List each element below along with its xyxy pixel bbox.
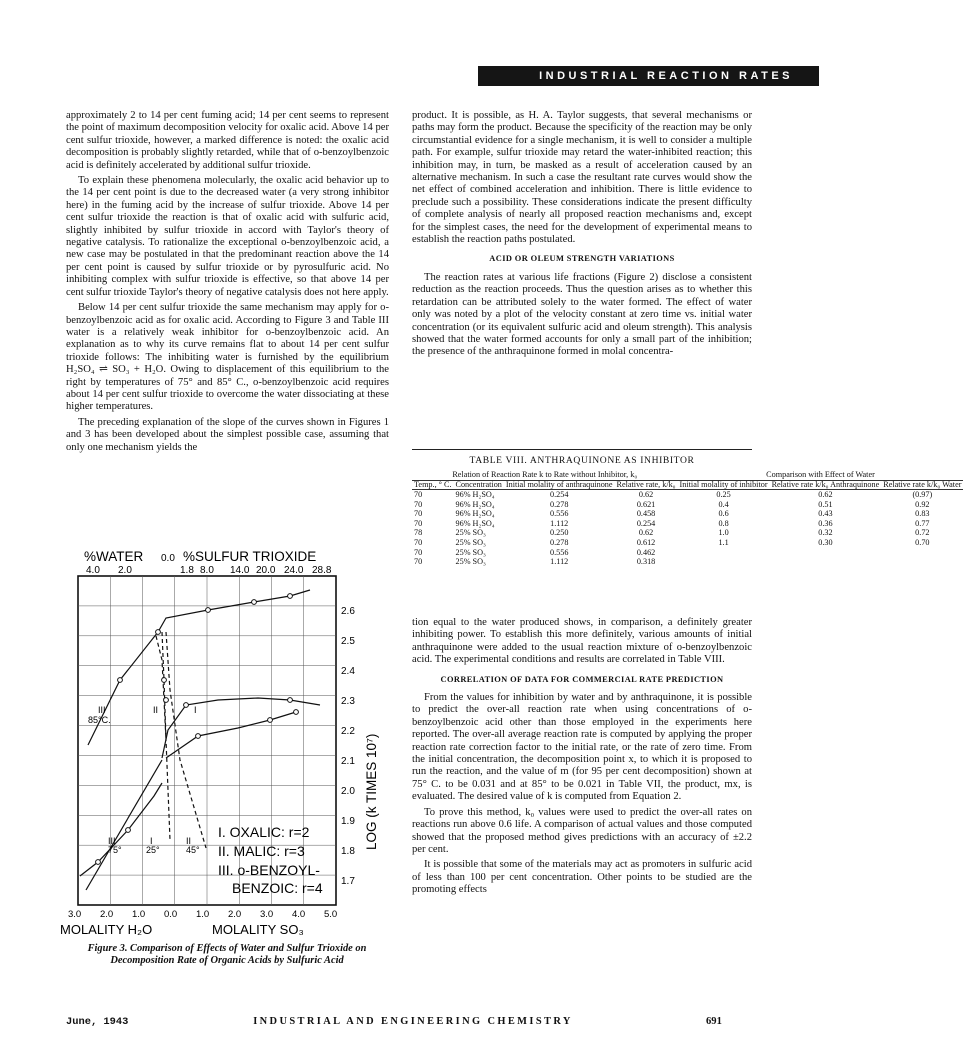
legend-item: I. OXALIC: r=2 [218,824,310,840]
table-header: Relative rate k/k₀ Anthraquinone [771,479,880,489]
table-cell: 25% SO₃ [455,537,486,547]
curve-label: III [98,705,106,715]
top-tick-label: 4.0 [86,565,100,576]
figure-caption: Figure 3. Comparison of Effects of Water and Sulfur Trioxide on Decomposition Rate of Organic Acids by Sulfuric Acid [87,943,367,966]
curve-label: I [150,836,153,846]
footer-journal: INDUSTRIAL AND ENGINEERING CHEMISTRY [253,1016,573,1027]
table-cell: 0.32 [818,528,833,538]
table-cell [881,548,963,558]
table-cell: 0.4 [718,499,729,509]
bottom-tick-label: 3.0 [260,909,274,920]
bottom-axis-ticks [68,909,337,920]
table-cell: 1.0 [718,528,729,538]
bottom-tick-label: 0.0 [164,909,178,920]
table-cell [678,548,770,558]
bottom-tick-label: 4.0 [292,909,306,920]
bottom-tick-label: 1.0 [196,909,210,920]
table-row [412,490,963,500]
table-cell: 1.112 [550,557,569,567]
top-axis-ticks [86,565,332,576]
top-tick-label: 24.0 [284,565,304,576]
right-tick-label: 2.1 [341,756,355,767]
bottom-tick-label: 2.0 [228,909,242,920]
right-tick-label: 1.8 [341,846,355,857]
table-cell: 70 [414,509,423,519]
table-header: Initial molality of inhibitor [679,479,768,489]
table-cell: 70 [414,547,423,557]
curve-label: 75° [108,845,122,855]
table-cell: 0.62 [638,490,654,499]
right-tick-label: 2.0 [341,786,355,797]
table-cell: 0.92 [915,499,930,509]
figure-3-plot [58,540,398,940]
table-row [412,528,963,538]
right-tick-label: 1.7 [341,876,355,887]
table-cell: 78 [414,528,423,538]
footer-date: June, 1943 [66,1016,129,1028]
table-group-right: Comparison with Effect of Water [678,470,963,480]
table-row [412,557,963,567]
table-cell: 0.72 [915,528,930,538]
table-cell: 0.8 [718,518,729,528]
right-tick-label: 2.5 [341,636,355,647]
table-top-rule [412,449,752,450]
curve-label: 25° [146,845,160,855]
table-anthraquinone [412,470,962,567]
table-row [412,509,963,519]
table-cell: 0.556 [550,509,569,519]
table-cell: 1.112 [550,518,569,528]
table-header: Concentration [455,479,502,489]
curve-steep [86,760,162,890]
table-cell: 70 [414,490,423,499]
table-cell: 0.83 [915,509,930,519]
bottom-tick-label: 5.0 [324,909,338,920]
table-cell: 25% SO₃ [455,547,486,557]
table-cell: 70 [414,557,423,567]
bottom-tick-label: 3.0 [68,909,82,920]
curve-dash-2 [166,632,206,848]
table-cell: 1.1 [718,537,729,547]
top-tick-label: 1.8 [180,565,194,576]
paragraph: The preceding explanation of the slope of the curves shown in Figures 1 and 3 has been developed about the simplest possible case, assuming that only one mechanism yields the [66,416,389,453]
table-cell: 70 [414,499,423,509]
table-row [412,500,963,510]
top-tick-label: 20.0 [256,565,276,576]
table-header: Relative rate, k/k₀ [616,479,676,489]
table-group-left: Relation of Reaction Rate k to Rate without Inhibitor, k₀ [412,470,678,480]
table-cell: 70 [414,518,423,528]
table-cell: 0.25 [716,490,731,499]
column-right-bottom [412,617,752,900]
table-cell: 0.278 [550,499,569,509]
paragraph: To explain these phenomena molecularly, the oxalic acid behavior up to the 14 per cent point is due to the decreased water (a very strong inhibitor here) in the fuming acid by the increase of sulfur trioxide. Above 14 per cent sulfur trioxide the reaction is that of oxalic acid with sulfuric acid, slightly inhibited by sulfur trioxide in accord with Taylor's theory of negative catalysis. To rationalize the exceptional o-benzoylbenzoic acid, a new case may be postulated in that the predominant reaction above the 14 per cent point is caused by sulfur trioxide or by pyrosulfuric acid. No inhibiting complex with sulfur trioxide is effective, so that above 14 per cent sulfur trioxide Taylor's theory of negative catalysis does not here apply. [66,175,389,298]
section-heading: ACID OR OLEUM STRENGTH VARIATIONS [489,254,675,264]
table-cell: 0.318 [636,557,656,567]
paragraph: It is possible that some of the materials may act as promoters in sulfuric acid of less than 100 per cent concentration. Other points to be studied are the promoting effects [412,859,752,896]
table-cell: 0.612 [636,537,656,547]
table-header: Initial molality of anthraquinone [505,479,613,489]
table-cell: 96% H₂SO₄ [455,509,495,519]
section-heading: CORRELATION OF DATA FOR COMMERCIAL RATE PREDICTION [440,674,724,684]
table-header: Relative rate k/k₀ Water [883,479,962,489]
column-right-top [412,110,752,362]
right-tick-label: 2.4 [341,666,355,677]
top-label-water: %WATER [84,549,144,564]
paragraph: product. It is possible, as H. A. Taylor suggests, that several mechanisms or paths may form the product. Because the specificity of the reaction may be only circumstantial evidence for a single mechanism, it is well to consider a multiple path. For example, sulfur trioxide may retard the water-inhibited reaction; this inhibition may, in turn, be masked as a result of acceleration caused by an alternative mechanism. In such a case the resultant rate curves would show the net effect of combined acceleration and inhibition. There is little evidence to preclude such a possibility. These considerations indicate the present difficulty of complete analysis of nearly all proposed reaction mechanisms and, except for the simplest cases, the need for the development of experimental means to establish the reaction paths postulated. [412,110,752,246]
bottom-label-water: MOLALITY H₂O [60,922,153,937]
table-cell: 0.278 [550,537,569,547]
table-cell: 0.62 [638,528,654,538]
table-cell: 0.254 [550,490,569,499]
table-cell: 0.77 [915,518,930,528]
table-cell: 25% SO₃ [455,528,486,538]
table-cell [770,548,882,558]
section-banner: INDUSTRIAL REACTION RATES [478,66,819,86]
table-row [412,548,963,558]
table-cell: 96% H₂SO₄ [455,518,495,528]
figure-3 [58,540,398,940]
table-cell: 0.30 [818,537,833,547]
right-axis-ticks [341,606,355,887]
bottom-tick-label: 2.0 [100,909,114,920]
legend-item: III. o-BENZOYL- [218,862,320,878]
table-cell: 96% H₂SO₄ [455,490,495,499]
curve-label: III [108,836,116,846]
top-tick-label: 14.0 [230,565,250,576]
table-row [412,519,963,529]
table-cell: 0.6 [718,509,729,519]
table-cell: 0.254 [636,518,656,528]
top-tick-label: 2.0 [118,565,132,576]
paragraph: To prove this method, k₀ values were used to predict the over-all rates on reactions run above 0.6 life. A comparison of actual values and those computed showed that the proposed method gives predictions with an accuracy of ±2.2 per cent. [412,806,752,855]
right-tick-label: 1.9 [341,816,355,827]
curve-label: II [153,705,159,715]
curve-label: 85°C. [88,715,111,725]
table-cell: 0.70 [915,537,930,547]
table-title: TABLE VIII. ANTHRAQUINONE AS INHIBITOR [469,455,695,466]
right-tick-label: 2.2 [341,726,355,737]
table-cell [770,557,882,567]
curve-lower [166,712,296,758]
table-cell [881,557,963,567]
right-tick-label: 2.3 [341,696,355,707]
table-header: Temp., ° C. [414,479,452,489]
paragraph: approximately 2 to 14 per cent fuming acid; 14 per cent seems to represent the point of maximum decomposition velocity for oxalic acid. Above 14 per cent sulfur trioxide, however, a marked difference is noted: the oxalic acid decomposition is probably slightly retarded, while that of o-benzoylbenzoic acid is definitely accelerated by additional sulfur trioxide. [66,110,389,171]
curve-upper [88,590,310,745]
table-cell: 0.556 [550,547,569,557]
top-tick-label: 28.8 [312,565,332,576]
table-cell: 0.458 [636,509,656,519]
right-tick-label: 2.6 [341,606,355,617]
table-cell: 70 [414,537,423,547]
table-cell [678,557,770,567]
table-cell: 0.62 [818,490,833,499]
bottom-label-so3: MOLALITY SO₃ [212,922,304,937]
right-axis-label: LOG (k TIMES 10⁷) [364,733,379,850]
table-row [412,538,963,548]
page-number: 691 [706,1016,722,1027]
paragraph: Below 14 per cent sulfur trioxide the same mechanism may apply for o-benzoylbenzoic acid as for oxalic acid. According to Figure 3 and Table III water is a relatively weak inhibitor for o-benzoylbenzoic acid. An explanation as to why its curve remains flat to about 14 per cent sulfur trioxide follows: The inhibiting water is furnished by the equilibrium H₂SO₄ ⇌ SO₃ + H₂O. Owing to displacement of this equilibrium to the right by temperatures of 75° and 85° C., o-benzoylbenzoic acid requires about 14 per cent sulfur trioxide to overcome the water dissociating at these higher temperatures. [66,302,389,413]
paragraph: From the values for inhibition by water and by anthraquinone, it is possible to predict the over-all reaction rate when using concentrations of o-benzoylbenzoic acid other than those employed in the experiments here reported. The over-all average reaction rate is computed by applying the proper reaction rate correction factor to the initial rate, or the rate of zero time. From the initial concentration, the decomposition point x, to which it is proposed to run the reaction, and the value of m (for 95 per cent decomposition) shown at 75° C. to be 0.031 and at 85° to be 0.021 in Table VII, the product, mx, is evaluated. The desired value of k is computed from Equation 2. [412,692,752,803]
table-cell: 0.462 [636,547,656,557]
top-label-sep: 0.0 [161,553,175,564]
legend-item: II. MALIC: r=3 [218,843,305,859]
curve-label: II [186,836,192,846]
table-cell: (0.97) [912,490,933,499]
table-cell: 25% SO₃ [455,557,486,567]
table-cell: 0.36 [818,518,833,528]
top-label-sulfur: %SULFUR TRIOXIDE [183,549,317,564]
curve-label: I [194,705,197,715]
curve-label: 45° [186,845,200,855]
table-cell: 0.43 [818,509,833,519]
bottom-tick-label: 1.0 [132,909,146,920]
paragraph: The reaction rates at various life fractions (Figure 2) disclose a consistent reduction as the reaction proceeds. Thus the question arises as to whether this retardation can be attributed solely to the water formed. The effect of water only was noted by a plot of the velocity constant at zero time vs. initial water concentration (or its equivalent sulfuric acid and oleum strength). This analysis showed that the water formed accounts for only a small part of the inhibition; the presence of the anthraquinone formed in molal concentra- [412,271,752,358]
top-tick-label: 8.0 [200,565,214,576]
table-cell: 0.621 [636,499,656,509]
table-cell: 0.250 [550,528,569,538]
column-left [66,110,389,457]
table-cell: 96% H₂SO₄ [455,499,495,509]
legend-item: BENZOIC: r=4 [232,880,323,896]
table-cell: 0.51 [818,499,833,509]
paragraph: tion equal to the water produced shows, in comparison, a definitely greater inhibiting power. To establish this more definitely, various amounts of initial anthraquinone were added to the usual reaction mixture of o-benzoylbenzoic acid. The experimental conditions and results are correlated in Table VIII. [412,617,752,666]
